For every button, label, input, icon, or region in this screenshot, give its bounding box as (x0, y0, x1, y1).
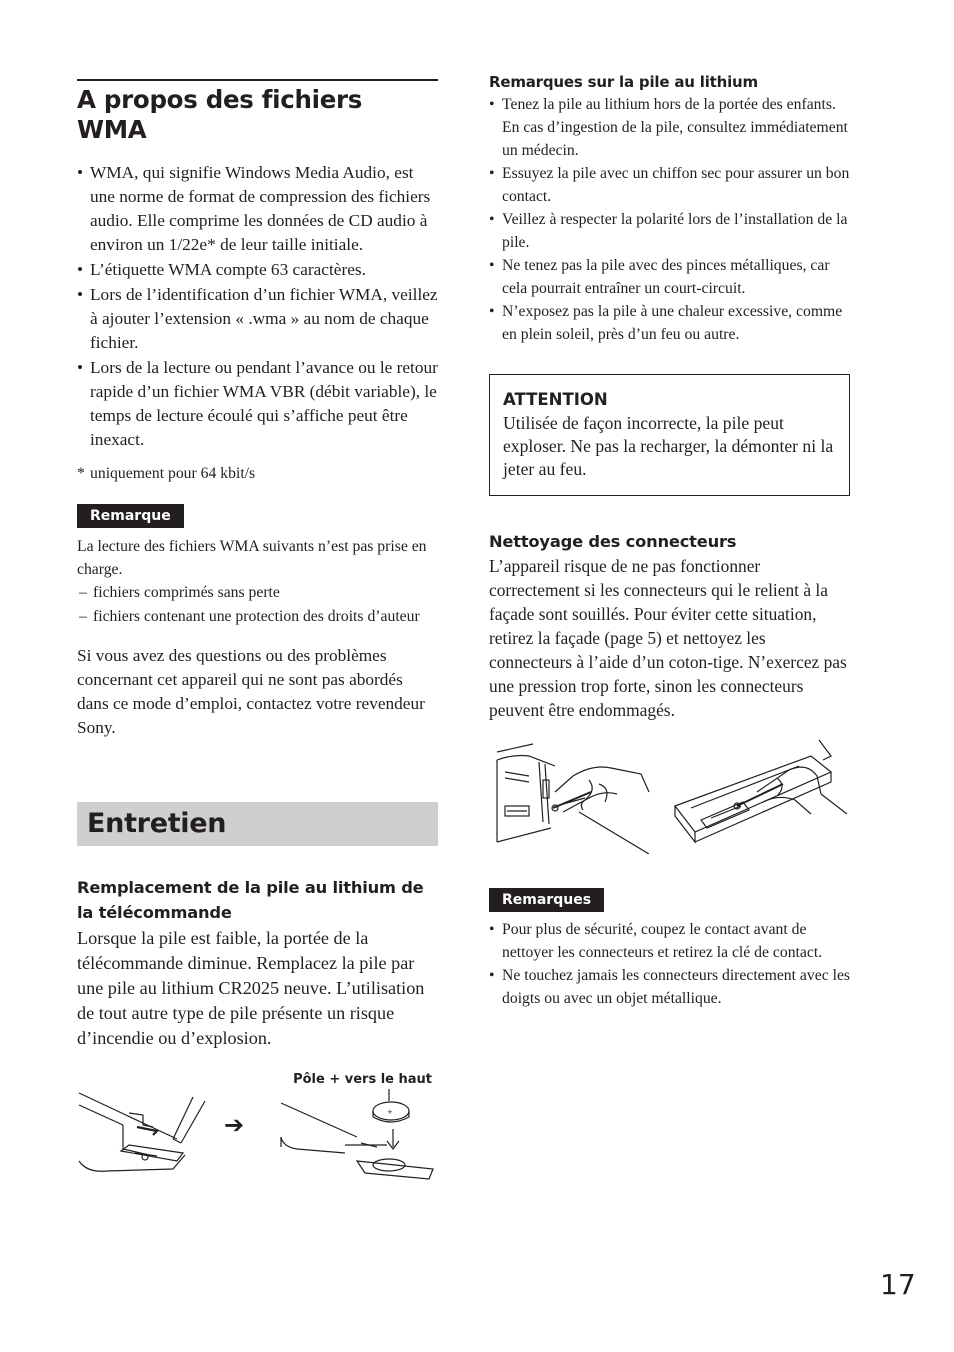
entretien-heading: Entretien (77, 802, 438, 846)
list-item: • Lors de la lecture ou pendant l’avance ou le retour rapide d’un fichier WMA VBR (débit variable), le temps de lecture écoulé qui s’affiche peut être inexact. (77, 356, 438, 452)
battery-insert-illustration (277, 1085, 437, 1185)
cleaning-paragraph: L’appareil risque de ne pas fonctionner correctement si les connecteurs qui le relient à la façade sont souillés. Pour éviter cette situation, retirez la façade (page 5) et nettoyez les connecteurs à l’aide d’un coton-tige. N’exercez pas une pression trop forte, sinon les connecteurs peuvent être endommagés. (489, 556, 847, 720)
footnote (77, 463, 438, 485)
left-column (77, 79, 438, 1183)
remarque-badge: Remarque (77, 504, 184, 528)
attention-text: Utilisée de façon incorrecte, la pile peut exploser. Ne pas la recharger, la démonter ni la jeter au feu. (503, 413, 834, 479)
battery-heading: Remplacement de la pile au lithium de la télécommande (77, 878, 424, 922)
list-item: • WMA, qui signifie Windows Media Audio, est une norme de format de compression des fichiers audio. Elle comprime les données de CD audio à environ un 1/22e* de leur taille initiale. (77, 161, 438, 257)
list-item: • Ne touchez jamais les connecteurs directement avec les doigts ou avec un objet métallique. (489, 964, 850, 1010)
lithium-heading: Remarques sur la pile au lithium (489, 73, 758, 91)
unit-cleaning-illustration (493, 732, 653, 854)
list-item: • L’étiquette WMA compte 63 caractères. (77, 258, 438, 282)
list-item: • Lors de l’identification d’un fichier WMA, veillez à ajouter l’extension « .wma » au nom de chaque fichier. (77, 283, 438, 355)
faceplate-cleaning-illustration (671, 732, 851, 854)
list-item: • Ne tenez pas la pile avec des pinces métalliques, car cela pourrait entraîner un court-circuit. (489, 254, 850, 300)
list-item (77, 581, 438, 605)
list-item-text: fichiers comprimés sans perte (93, 584, 280, 601)
attention-title: ATTENTION (503, 390, 608, 409)
wma-bullet-list (77, 161, 438, 452)
list-item-text: fichiers contenant une protection des droits d’auteur (93, 607, 420, 625)
remarque-list (77, 581, 438, 628)
list-item: • N’exposez pas la pile à une chaleur excessive, comme en plein soleil, près d’un feu ou autre. (489, 300, 850, 346)
remarques-bullet-list (489, 918, 850, 1010)
page-number: 17 (880, 1268, 916, 1301)
remarques-badge: Remarques (489, 888, 604, 912)
footnote-text: uniquement pour 64 kbit/s (90, 465, 256, 482)
svg-text:+: + (387, 1108, 393, 1116)
cleaning-figure (489, 732, 850, 854)
dash-mark: – (79, 607, 87, 625)
list-item (77, 605, 438, 629)
lithium-bullet-list (489, 93, 850, 346)
contact-paragraph: Si vous avez des questions ou des problèmes concernant cet appareil qui ne sont pas abordés dans ce mode d’emploi, contactez votre revendeur Sony. (77, 646, 425, 737)
list-item: • Veillez à respecter la polarité lors de l’installation de la pile. (489, 208, 850, 254)
remarque-intro: La lecture des fichiers WMA suivants n’est pas prise en charge. (77, 538, 427, 578)
dash-mark: – (79, 584, 87, 601)
cleaning-heading: Nettoyage des connecteurs (489, 532, 737, 551)
remote-tray-open-illustration (77, 1089, 217, 1181)
list-item: • Pour plus de sécurité, coupez le contact avant de nettoyer les connecteurs et retirez la clé de contact. (489, 918, 850, 964)
attention-box (489, 374, 850, 496)
wma-heading: A propos des fichiers WMA (77, 79, 438, 145)
arrow-icon: ➔ (224, 1111, 245, 1139)
list-item: • Tenez la pile au lithium hors de la portée des enfants. En cas d’ingestion de la pile, consultez immédiatement un médecin. (489, 93, 850, 162)
list-item: • Essuyez la pile avec un chiffon sec pour assurer un bon contact. (489, 162, 850, 208)
footnote-mark: * (77, 465, 85, 482)
right-column (489, 72, 850, 1010)
battery-figure (77, 1071, 438, 1183)
battery-paragraph: Lorsque la pile est faible, la portée de la télécommande diminue. Remplacez la pile par une pile au lithium CR2025 neuve. L’utilisation de tout autre type de pile présente un risque d’incendie ou d’explosion. (77, 928, 425, 1048)
figure-label: Pôle + vers le haut (293, 1072, 432, 1087)
